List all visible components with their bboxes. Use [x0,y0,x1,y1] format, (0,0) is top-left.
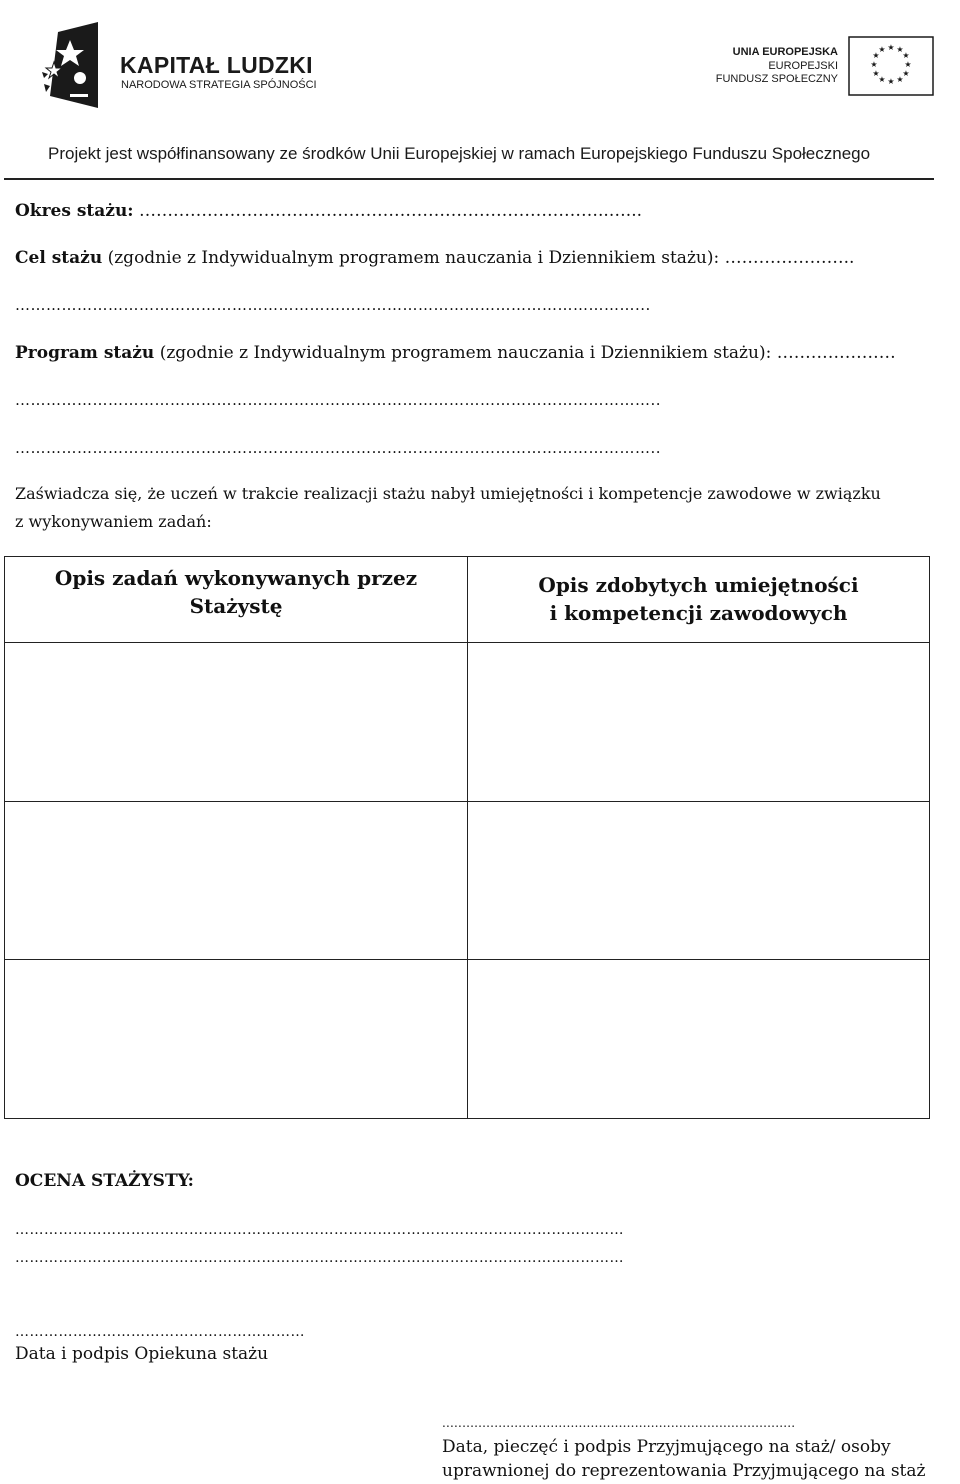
logo-subtitle: NARODOWA STRATEGIA SPÓJNOŚCI [121,79,317,91]
table-cell-skills[interactable] [468,643,930,802]
eu-title: UNIA EUROPEJSKA [732,46,838,58]
svg-text:★: ★ [870,60,878,69]
svg-text:★: ★ [872,69,880,78]
table-cell-tasks[interactable] [5,643,468,802]
header-divider [4,178,934,180]
eu-flag-icon [848,36,934,96]
host-caption-line1: Data, pieczęć i podpis Przyjmującego na staż/ osoby [442,1437,891,1457]
table-cell-skills[interactable] [468,960,930,1119]
evaluation-line2: ……………………………………………………………………………………………………………… [15,1250,624,1266]
table-cell-tasks[interactable] [5,802,468,960]
svg-text:★: ★ [904,60,912,69]
svg-text:★: ★ [878,45,886,54]
table-cell-skills[interactable] [468,802,930,960]
svg-text:★: ★ [872,51,880,60]
col2-line1: Opis zdobytych umiejętności [538,572,859,597]
okres-field [15,201,642,221]
program-label: Program stażu [15,343,155,363]
tasks-table [4,556,930,1119]
cel-dots: ………………….. [724,248,855,268]
evaluation-line1: ……………………………………………………………………………………………………………… [15,1222,624,1238]
col-header-skills [468,557,930,643]
logo-title: KAPITAŁ LUDZKI [120,52,313,78]
svg-text:★: ★ [878,75,886,84]
program-field [15,343,896,363]
program-rest: (zgodnie z Indywidualnym programem nauczania i Dziennikiem stażu): [159,343,772,363]
host-caption-line2: uprawnionej do reprezentowania Przyjmującego na staż [442,1461,926,1481]
host-signature-line: ........................................................................................ [442,1416,796,1430]
program-line2: …………………………………………………………………………………………………………….. [15,391,662,409]
attest-line2: z wykonywaniem zadań: [15,512,212,531]
col1-line2: Stażystę [189,593,283,618]
cel-field [15,248,854,268]
cel-rest: (zgodnie z Indywidualnym programem nauczania i Dziennikiem stażu): [107,248,720,268]
col2-line2: i kompetencji zawodowych [549,600,848,625]
svg-text:★: ★ [896,45,904,54]
table-row [5,960,930,1119]
svg-text:★: ★ [887,77,895,86]
attest-line1: Zaświadcza się, że uczeń w trakcie realizacji stażu nabył umiejętności i kompetencje zawodowe w związku [15,484,881,503]
col-header-tasks [5,557,468,643]
okres-label: Okres stażu: [15,201,134,221]
program-line3: …………………………………………………………………………………………………………….. [15,439,662,457]
svg-text:★: ★ [902,51,910,60]
table-row [5,802,930,960]
kapital-ludzki-logo-icon [40,22,102,112]
cel-label: Cel stażu [15,248,103,268]
cel-line2: …………………………………………………………………………………………………………... [15,296,651,314]
okres-dots: ………………………………………………………………………..…... [138,201,643,221]
table-cell-tasks[interactable] [5,960,468,1119]
mentor-signature-caption: Data i podpis Opiekuna stażu [15,1344,269,1364]
program-dots: ………………… [776,343,896,363]
eu-line1: EUROPEJSKI [768,60,838,72]
table-row [5,643,930,802]
eu-line2: FUNDUSZ SPOŁECZNY [715,73,838,85]
mentor-signature-line: …………………………………………………… [15,1324,305,1340]
svg-text:★: ★ [896,75,904,84]
svg-text:★: ★ [887,43,895,52]
svg-text:★: ★ [902,69,910,78]
col1-line1: Opis zadań wykonywanych przez [54,565,418,590]
evaluation-label: OCENA STAŻYSTY: [15,1171,194,1191]
cofinance-text: Projekt jest współfinansowany ze środków Unii Europejskiej w ramach Europejskiego Funduszu Społecznego [48,144,871,163]
table-header-row [5,557,930,643]
